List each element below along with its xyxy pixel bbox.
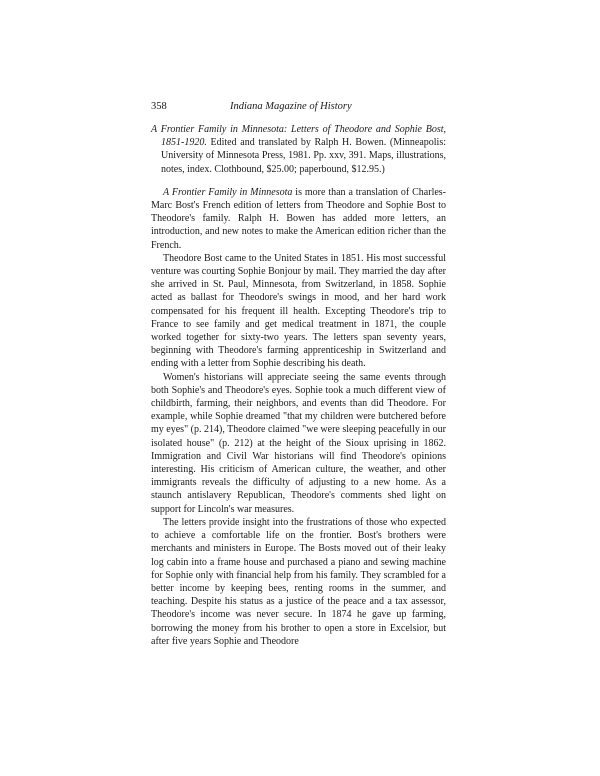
running-head [151,101,446,123]
paragraph-4: The letters provide insight into the frustrations of those who expected to achieve a comfortable life on the frontier. Bost's brothers were merchants and ministers in Europe. The Bosts moved out of their leaky log cabin into a frame house and purchased a piano and sewing machine for Sophie only with financial help from his family. They scrambled for a better income by keeping bees, renting rooms in the summer, and teaching. Despite his status as a justice of the peace and a tax assessor, Theodore's income was never secure. In 1874 he gave up farming, borrowing the money from his brother to open a store in Excelsior, but after five years Sophie and Theodore [151,516,446,647]
paragraph-2: Theodore Bost came to the United States in 1851. His most successful venture was courting Sophie Bonjour by mail. They married the day after she arrived in St. Paul, Minnesota, from Switzerland, in 1858. Sophie acted as ballast for Theodore's swings in mood, and her hard work compensated for his frequent ill health. Excepting Theodore's trip to France to see family and get medical treatment in 1871, the couple worked together for sixty-two years. The letters span seventy years, beginning with Theodore's farming apprenticeship in Switzerland and ending with a letter from Sophie describing his death. [151,252,446,370]
paragraph-1-text: is more than a translation of Charles-Marc Bost's French edition of letters from Theodore and Sophie Bost to Theodore's family. Ralph H. Bowen has added more letters, an introduction, and new notes to make the American edition richer than the French. [151,186,447,251]
paragraph-1 [151,186,446,252]
document-page [151,101,446,648]
book-title: A Frontier Family in Minnesota: Letters of Theodore and Sophie Bost, 1851-1920. [151,124,446,149]
book-citation [151,123,446,176]
paragraph-3: Women's historians will appreciate seeing the same events through both Sophie's and Theodore's eyes. Sophie took a much different view of childbirth, farming, their neighbors, and events than did Theodore. For example, while Sophie dreamed "that my children were butchered before my eyes" (p. 214), Theodore claimed "we were sleeping peacefully in our isolated house" (p. 212) at the height of the Sioux uprising in 1862. Immigration and Civil War historians will find Theodore's opinions interesting. His criticism of American culture, the weather, and other immigrants reveals the difficulty of adjusting to a new home. As a staunch antislavery Republican, Theodore's comments shed light on support for Lincoln's war measures. [151,371,446,515]
journal-title: Indiana Magazine of History [230,101,352,112]
citation-details: Edited and translated by Ralph H. Bowen. (Minneapolis: University of Minnesota Press, 1981. Pp. xxv, 391. Maps, illustrations, notes, index. Clothbound, $25.00; paperbound, $12.95.) [161,137,446,175]
page-number: 358 [151,101,167,112]
paragraph-1-title: A Frontier Family in Minnesota [163,186,293,198]
